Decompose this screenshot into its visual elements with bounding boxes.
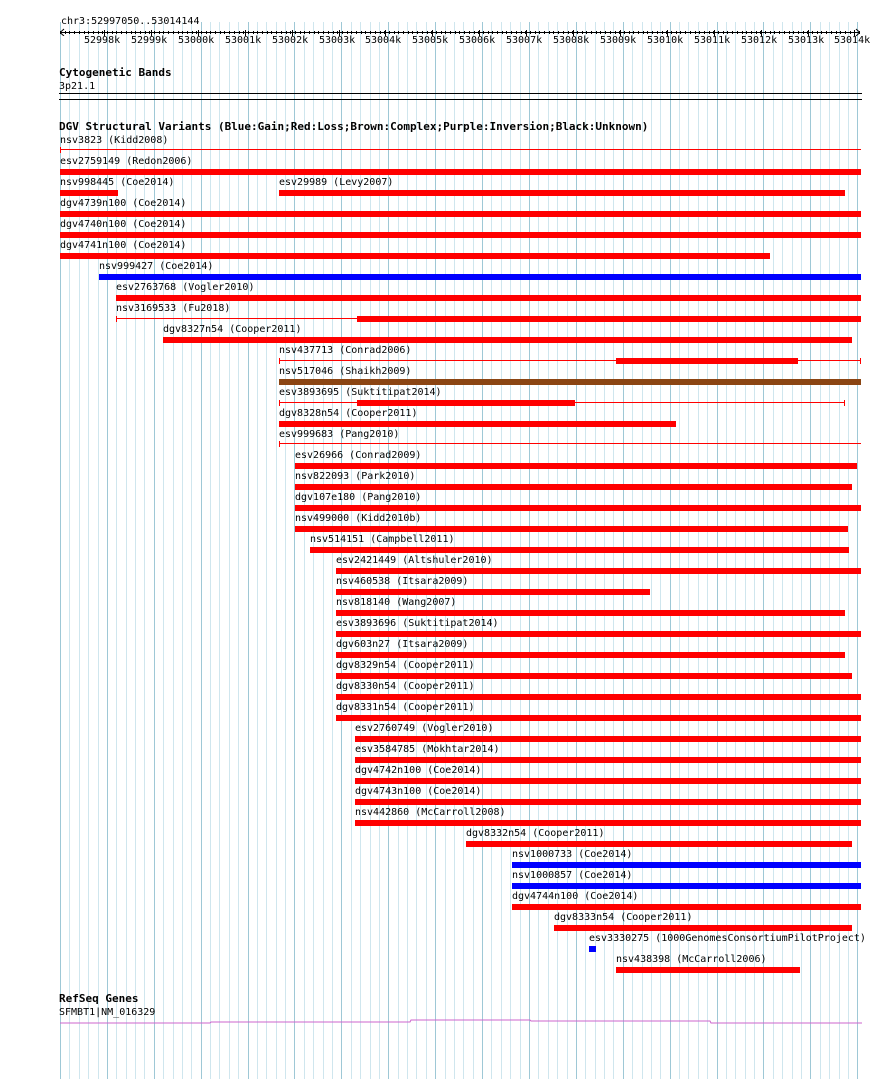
dgv-feature-bar[interactable] — [60, 169, 861, 175]
dgv-feature-bar[interactable] — [355, 736, 861, 742]
dgv-feature-label[interactable]: dgv107e180 (Pang2010) — [295, 492, 422, 503]
dgv-feature-label[interactable]: dgv4741n100 (Coe2014) — [60, 240, 187, 251]
ruler-tick-label: 53005k — [412, 35, 449, 46]
dgv-feature-label[interactable]: nsv517046 (Shaikh2009) — [279, 366, 412, 377]
dgv-feature-label[interactable]: esv3584785 (Mokhtar2014) — [355, 744, 500, 755]
ruler-tick-label: 53010k — [647, 35, 684, 46]
dgv-feature-bar[interactable] — [336, 715, 861, 721]
dgv-feature-line[interactable] — [279, 443, 861, 444]
dgv-feature-line[interactable] — [60, 149, 861, 150]
dgv-feature-bar[interactable] — [295, 463, 857, 469]
ruler-tick-label: 53003k — [319, 35, 356, 46]
dgv-feature-label[interactable]: dgv4742n100 (Coe2014) — [355, 765, 482, 776]
ruler-tick-label: 52999k — [131, 35, 168, 46]
dgv-feature-bar[interactable] — [554, 925, 852, 931]
dgv-feature-bar[interactable] — [512, 904, 861, 910]
dgv-feature-bar[interactable] — [589, 946, 596, 952]
dgv-feature-label[interactable]: dgv8328n54 (Cooper2011) — [279, 408, 418, 419]
refseq-track-title[interactable]: RefSeq Genes — [59, 992, 139, 1005]
dgv-feature-label[interactable]: nsv818140 (Wang2007) — [336, 597, 457, 608]
dgv-feature-label[interactable]: esv2760749 (Vogler2010) — [355, 723, 494, 734]
dgv-feature-bar[interactable] — [355, 757, 861, 763]
refseq-gene-intron-line — [60, 1020, 862, 1023]
dgv-feature-bar[interactable] — [512, 862, 861, 868]
dgv-feature-bar[interactable] — [616, 358, 798, 364]
dgv-feature-label[interactable]: dgv8332n54 (Cooper2011) — [466, 828, 605, 839]
dgv-track-title[interactable]: DGV Structural Variants (Blue:Gain;Red:Loss;Brown:Complex;Purple:Inversion;Black:Unknown) — [59, 120, 649, 133]
dgv-feature-label[interactable]: dgv603n27 (Itsara2009) — [336, 639, 469, 650]
dgv-feature-label[interactable]: esv3893695 (Suktitipat2014) — [279, 387, 442, 398]
dgv-feature-label[interactable]: dgv4743n100 (Coe2014) — [355, 786, 482, 797]
ruler-tick-label: 53007k — [506, 35, 543, 46]
dgv-feature-label[interactable]: nsv499000 (Kidd2010b) — [295, 513, 422, 524]
dgv-feature-label[interactable]: nsv3823 (Kidd2008) — [60, 135, 169, 146]
ruler-tick-label: 53002k — [272, 35, 309, 46]
dgv-feature-bar[interactable] — [163, 337, 852, 343]
dgv-feature-label[interactable]: dgv4739n100 (Coe2014) — [60, 198, 187, 209]
dgv-feature-bar[interactable] — [357, 316, 861, 322]
dgv-feature-label[interactable]: esv2759149 (Redon2006) — [60, 156, 193, 167]
dgv-feature-bar[interactable] — [355, 778, 861, 784]
dgv-feature-bar[interactable] — [279, 421, 676, 427]
dgv-feature-bar[interactable] — [295, 526, 848, 532]
dgv-feature-bar[interactable] — [279, 190, 845, 196]
dgv-feature-bar[interactable] — [466, 841, 852, 847]
dgv-feature-end-tick — [279, 358, 280, 364]
ruler-tick-label: 53001k — [225, 35, 262, 46]
dgv-feature-end-tick — [279, 400, 280, 406]
dgv-feature-label[interactable]: esv3330275 (1000GenomesConsortiumPilotProject) — [589, 933, 866, 944]
ruler-tick-label: 53004k — [365, 35, 402, 46]
dgv-feature-bar[interactable] — [99, 274, 861, 280]
refseq-gene-label[interactable]: SFMBT1|NM_016329 — [59, 1007, 156, 1018]
cytoband-label: 3p21.1 — [59, 81, 96, 92]
dgv-feature-label[interactable]: dgv4744n100 (Coe2014) — [512, 891, 639, 902]
ruler-tick-label: 53013k — [788, 35, 825, 46]
dgv-feature-label[interactable]: esv26966 (Conrad2009) — [295, 450, 422, 461]
dgv-feature-bar[interactable] — [336, 652, 845, 658]
dgv-feature-bar[interactable] — [336, 589, 650, 595]
cytoband-separator — [59, 93, 862, 94]
ruler-tick-label: 53006k — [459, 35, 496, 46]
dgv-feature-bar[interactable] — [279, 379, 861, 385]
dgv-feature-end-tick — [860, 358, 861, 364]
dgv-feature-bar[interactable] — [60, 190, 118, 196]
dgv-feature-label[interactable]: nsv822093 (Park2010) — [295, 471, 416, 482]
dgv-feature-bar[interactable] — [336, 694, 861, 700]
dgv-feature-label[interactable]: nsv514151 (Campbell2011) — [310, 534, 455, 545]
dgv-feature-label[interactable]: esv2421449 (Altshuler2010) — [336, 555, 493, 566]
dgv-feature-label[interactable]: esv999683 (Pang2010) — [279, 429, 400, 440]
dgv-feature-bar[interactable] — [336, 610, 845, 616]
dgv-feature-bar[interactable] — [336, 568, 861, 574]
dgv-feature-label[interactable]: dgv4740n100 (Coe2014) — [60, 219, 187, 230]
dgv-feature-end-tick — [844, 400, 845, 406]
dgv-feature-bar[interactable] — [336, 631, 861, 637]
dgv-feature-bar[interactable] — [295, 484, 852, 490]
dgv-feature-bar[interactable] — [60, 211, 861, 217]
dgv-feature-label[interactable]: esv29989 (Levy2007) — [279, 177, 394, 188]
dgv-feature-label[interactable]: nsv438398 (McCarroll2006) — [616, 954, 767, 965]
dgv-feature-bar[interactable] — [355, 820, 861, 826]
dgv-feature-label[interactable]: nsv998445 (Coe2014) — [60, 177, 175, 188]
ruler-tick-label: 52998k — [84, 35, 121, 46]
dgv-feature-label[interactable]: esv3893696 (Suktitipat2014) — [336, 618, 499, 629]
ruler-tick-label: 53009k — [600, 35, 637, 46]
dgv-feature-label[interactable]: dgv8330n54 (Cooper2011) — [336, 681, 475, 692]
dgv-feature-bar[interactable] — [336, 673, 852, 679]
dgv-feature-label[interactable]: esv2763768 (Vogler2010) — [116, 282, 255, 293]
dgv-feature-bar[interactable] — [616, 967, 800, 973]
dgv-feature-label[interactable]: nsv1000733 (Coe2014) — [512, 849, 633, 860]
dgv-feature-label[interactable]: dgv8333n54 (Cooper2011) — [554, 912, 693, 923]
ruler-coordinate-label: chr3:52997050..53014144 — [61, 16, 200, 27]
dgv-feature-label[interactable]: dgv8327n54 (Cooper2011) — [163, 324, 302, 335]
dgv-feature-label[interactable]: nsv999427 (Coe2014) — [99, 261, 214, 272]
dgv-feature-label[interactable]: nsv437713 (Conrad2006) — [279, 345, 412, 356]
ruler-tick-label: 53012k — [741, 35, 778, 46]
dgv-feature-bar[interactable] — [116, 295, 861, 301]
dgv-feature-bar[interactable] — [60, 253, 770, 259]
dgv-feature-bar[interactable] — [355, 799, 861, 805]
dgv-feature-end-tick — [60, 147, 61, 153]
refseq-gene-model[interactable] — [60, 1014, 862, 1026]
dgv-feature-bar[interactable] — [60, 232, 861, 238]
dgv-feature-bar[interactable] — [512, 883, 861, 889]
dgv-feature-label[interactable]: nsv442860 (McCarroll2008) — [355, 807, 506, 818]
dgv-feature-bar[interactable] — [357, 400, 575, 406]
dgv-feature-label[interactable]: nsv3169533 (Fu2018) — [116, 303, 231, 314]
dgv-feature-label[interactable]: nsv1000857 (Coe2014) — [512, 870, 633, 881]
ruler-tick-label: 53014k — [834, 35, 871, 46]
dgv-feature-end-tick — [116, 316, 117, 322]
dgv-feature-bar[interactable] — [310, 547, 849, 553]
dgv-feature-label[interactable]: nsv460538 (Itsara2009) — [336, 576, 469, 587]
ruler-tick-label: 53000k — [178, 35, 215, 46]
dgv-feature-end-tick — [279, 441, 280, 447]
dgv-feature-label[interactable]: dgv8329n54 (Cooper2011) — [336, 660, 475, 671]
dgv-feature-label[interactable]: dgv8331n54 (Cooper2011) — [336, 702, 475, 713]
cytoband-track-title[interactable]: Cytogenetic Bands — [59, 66, 172, 79]
ruler-tick-label: 53011k — [694, 35, 731, 46]
cytoband-separator-2 — [59, 99, 862, 100]
ruler-tick-label: 53008k — [553, 35, 590, 46]
dgv-feature-bar[interactable] — [295, 505, 861, 511]
